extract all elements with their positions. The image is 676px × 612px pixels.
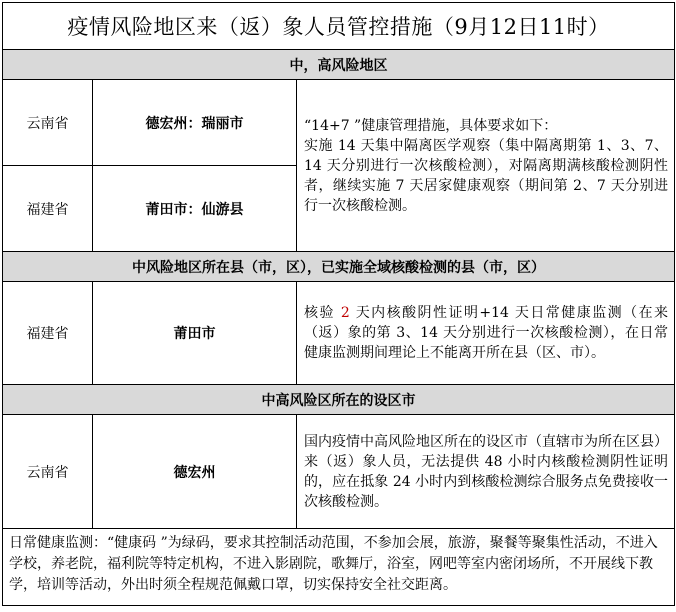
city-cell: 莆田市：仙游县 [93,166,297,252]
measure-intro: “14+7 ”健康管理措施，具体要求如下： [304,117,558,134]
measure-highlight-days: 2 [340,305,350,321]
province-cell: 云南省 [3,415,93,529]
city-cell: 德宏州：瑞丽市 [93,80,297,166]
section-header-city: 中高风险区所在的设区市 [3,385,675,415]
province-cell: 福建省 [3,282,93,385]
measure-cell [297,282,675,385]
measure-cell [297,80,675,252]
city-cell: 德宏州 [93,415,297,529]
city-cell: 莆田市 [93,282,297,385]
province-cell: 云南省 [3,80,93,166]
section-header-high-risk: 中，高风险地区 [3,50,675,80]
measure-text: 核验 [304,305,335,321]
footer-note: 日常健康监测：“健康码 ”为绿码，要求其控制活动范围，不参加会展，旅游，聚餐等聚集性活动，不进入学校，养老院，福利院等特定机构，不进入影剧院，歌舞厅，浴室，网吧等室内密闭场所，不开展线下教学，培训等活动，外出时须全程规范佩戴口罩，切实保持安全社交距离。 [3,529,675,606]
document-title: 疫情风险地区来（返）象人员管控措施（9月12日11时） [3,3,675,50]
measure-cell: 国内疫情中高风险地区所在的设区市（直辖市为所在区县）来（返）象人员，无法提供 48 小时内核酸检测阴性证明的，应在抵象 24 小时内到核酸检测综合服务点免费接收一次核酸检测。 [297,415,675,529]
measures-table [2,2,675,606]
measure-detail: 实施 14 天集中隔离医学观察（集中隔离期第 1、3、7、14 天分别进行一次核酸检测），对隔离期满核酸检测阴性者，继续实施 7 天居家健康观察（期间第 2、7 天分别进行一次核酸检测。 [304,137,669,214]
measure-text: 天内核酸阴性证明+14 天日常健康监测（在来（返）象的第 3、14 天分别进行一次核酸检测），在日常健康监测期间理论上不能离开所在县（区、市）。 [304,305,669,361]
section-header-medium-risk-county: 中风险地区所在县（市，区），已实施全域核酸检测的县（市，区） [3,252,675,282]
province-cell: 福建省 [3,166,93,252]
